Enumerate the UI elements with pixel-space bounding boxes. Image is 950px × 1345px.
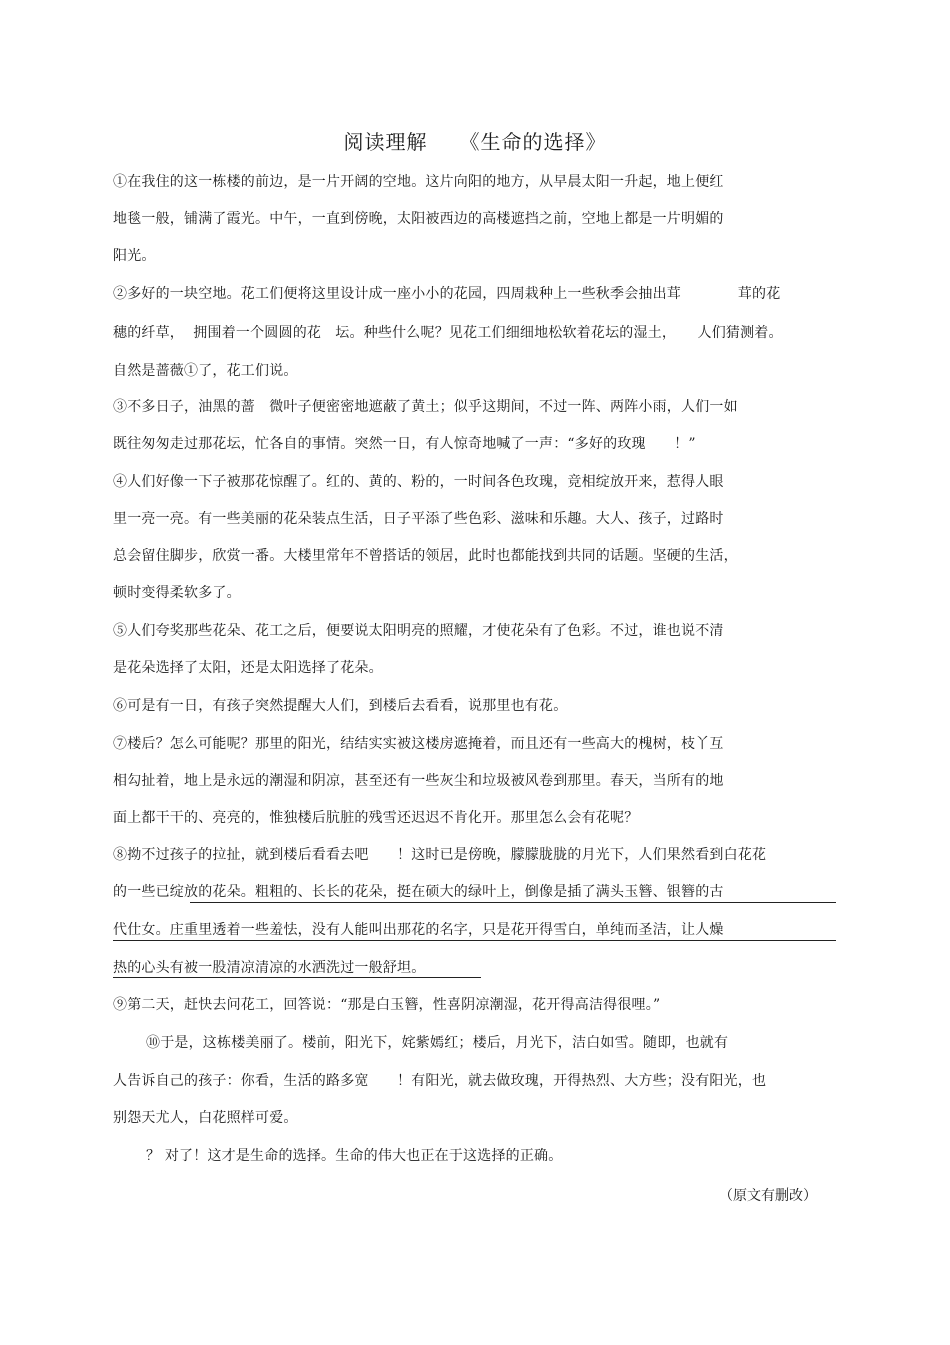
paragraph-line: 是花朵选择了太阳，还是太阳选择了花朵。 (113, 660, 383, 676)
paragraph-line: ⑥可是有一日，有孩子突然提醒大人们，到楼后去看看，说那里也有花。 (113, 698, 568, 714)
paragraph-line: 穗的纤草， 拥围着一个圆圆的花 坛。种些什么呢？见花工们细细地松软着花坛的湿土， 人们猜测着。 (113, 325, 783, 341)
paragraph-line: 人告诉自己的孩子：你看，生活的路多宽 ！有阳光，就去做玫瑰，开得热烈、大方些；没有阳光，也 (113, 1073, 767, 1089)
paragraph-line: ④人们好像一下子被那花惊醒了。红的、黄的、粉的，一时间各色玫瑰，竞相绽放开来，惹得人眼 (113, 474, 724, 490)
paragraph-line: 代仕女。庄重里透着一些羞怯，没有人能叫出那花的名字，只是花开得雪白，单纯而圣洁，让人燥 (113, 922, 724, 938)
underline-mark (113, 940, 836, 941)
paragraph-line: ？ 对了！这才是生命的选择。生命的伟大也正在于这选择的正确。 (146, 1148, 563, 1164)
paragraph-line: 顿时变得柔软多了。 (113, 585, 241, 601)
source-note: （原文有删改） (719, 1188, 817, 1204)
paragraph-line: ⑤人们夸奖那些花朵、花工之后，便要说太阳明亮的照耀，才使花朵有了色彩。不过，谁也说不清 (113, 623, 724, 639)
paragraph-line: 总会留住脚步，欣赏一番。大楼里常年不曾搭话的领居，此时也都能找到共同的话题。坚硬的生活， (113, 548, 738, 564)
paragraph-line: ③不多日子，油黑的蔷 微叶子便密密地遮蔽了黄土；似乎这期间，不过一阵、两阵小雨，人们一如 (113, 399, 738, 415)
paragraph-line: 里一亮一亮。有一些美丽的花朵装点生活，日子平添了些色彩、滋味和乐趣。大人、孩子，过路时 (113, 511, 724, 527)
paragraph-line: 的一些已绽放的花朵。粗粗的、长长的花朵，挺在硕大的绿叶上，倒像是插了满头玉簪、银簪的古 (113, 884, 724, 900)
paragraph-line: 面上都干干的、亮亮的，惟独楼后肮脏的残雪还迟迟不肯化开。那里怎么会有花呢？ (113, 810, 639, 826)
paragraph-line: ①在我住的这一栋楼的前边，是一片开阔的空地。这片向阳的地方，从早晨太阳一升起，地上便红 (113, 174, 724, 190)
paragraph-line: 既往匆匆走过那花坛，忙各自的事情。突然一日，有人惊奇地喊了一声：“多好的玫瑰 ！” (113, 436, 696, 452)
paragraph-line: 阳光。 (113, 248, 156, 264)
paragraph-line: ②多好的一块空地。花工们便将这里设计成一座小小的花园，四周栽种上一些秋季会抽出茸 茸的花 (113, 286, 781, 302)
paragraph-line: ⑧拗不过孩子的拉扯，就到楼后看看去吧 ！这时已是傍晚，朦朦胧胧的月光下，人们果然看到白花花 (113, 847, 767, 863)
paragraph-line: 自然是蔷薇①了，花工们说。 (113, 363, 298, 379)
paragraph-line: ⑩于是，这栋楼美丽了。楼前，阳光下，姹紫嫣红；楼后，月光下，洁白如雪。随即，也就有 (146, 1035, 729, 1051)
paragraph-line: ⑨第二天，赶快去问花工，回答说：“那是白玉簪，性喜阴凉潮湿，花开得高洁得很哩。” (113, 997, 661, 1013)
underline-mark (113, 977, 481, 978)
page-title: 阅读理解 《生命的选择》 (343, 130, 607, 154)
paragraph-line: 别怨天尤人，白花照样可爱。 (113, 1110, 298, 1126)
underline-mark (190, 902, 836, 903)
paragraph-line: ⑦楼后？怎么可能呢？那里的阳光，结结实实被这楼房遮掩着，而且还有一些高大的槐树，枝丫互 (113, 736, 724, 752)
paragraph-line: 地毯一般，铺满了霞光。中午，一直到傍晚，太阳被西边的高楼遮挡之前，空地上都是一片明媚的 (113, 211, 724, 227)
paragraph-line: 热的心头有被一股清凉清凉的水洒洗过一般舒坦。 (113, 960, 426, 976)
paragraph-line: 相勾扯着，地上是永远的潮湿和阴凉，甚至还有一些灰尘和垃圾被风卷到那里。春天，当所有的地 (113, 773, 724, 789)
